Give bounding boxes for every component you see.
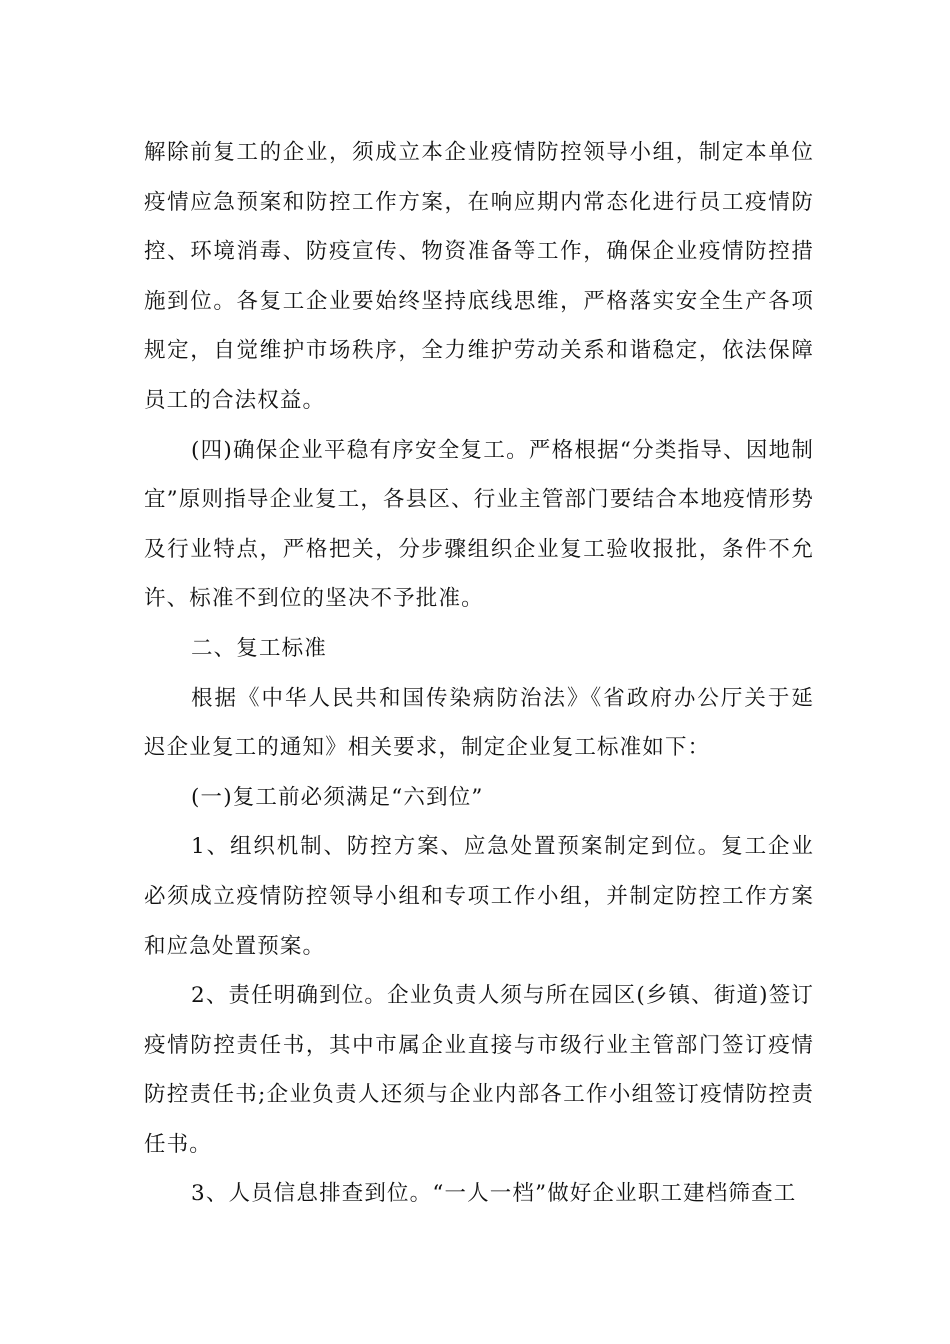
- document-body: [144, 128, 814, 1219]
- paragraph-3: 根据《中华人民共和国传染病防治法》《省政府办公厅关于延迟企业复工的通知》相关要求，制定企业复工标准如下：: [144, 685, 814, 761]
- paragraph-1: 解除前复工的企业，须成立本企业疫情防控领导小组，制定本单位疫情应急预案和防控工作方案，在响应期内常态化进行员工疫情防控、环境消毒、防疫宣传、物资准备等工作，确保企业疫情防控措施到位。各复工企业要始终坚持底线思维，严格落实安全生产各项规定，自觉维护市场秩序，全力维护劳动关系和谐稳定，依法保障员工的合法权益。: [144, 140, 814, 413]
- list-item-2: 2、责任明确到位。企业负责人须与所在园区(乡镇、街道)签订疫情防控责任书，其中市属企业直接与市级行业主管部门签订疫情防控责任书;企业负责人还须与企业内部各工作小组签订疫情防控责任书。: [144, 983, 814, 1157]
- section-heading-2: 二、复工标准: [191, 635, 327, 661]
- subsection-heading-1: (一)复工前必须满足“六到位”: [191, 784, 484, 810]
- list-item-1: 1、组织机制、防控方案、应急处置预案制定到位。复工企业必须成立疫情防控领导小组和专项工作小组，并制定防控工作方案和应急处置预案。: [144, 834, 814, 959]
- list-item-3: 3、人员信息排查到位。“一人一档”做好企业职工建档筛查工: [191, 1181, 797, 1207]
- paragraph-2: (四)确保企业平稳有序安全复工。严格根据“分类指导、因地制宜”原则指导企业复工，各县区、行业主管部门要结合本地疫情形势及行业特点，严格把关，分步骤组织企业复工验收报批，条件不允许、标准不到位的坚决不予批准。: [144, 437, 814, 612]
